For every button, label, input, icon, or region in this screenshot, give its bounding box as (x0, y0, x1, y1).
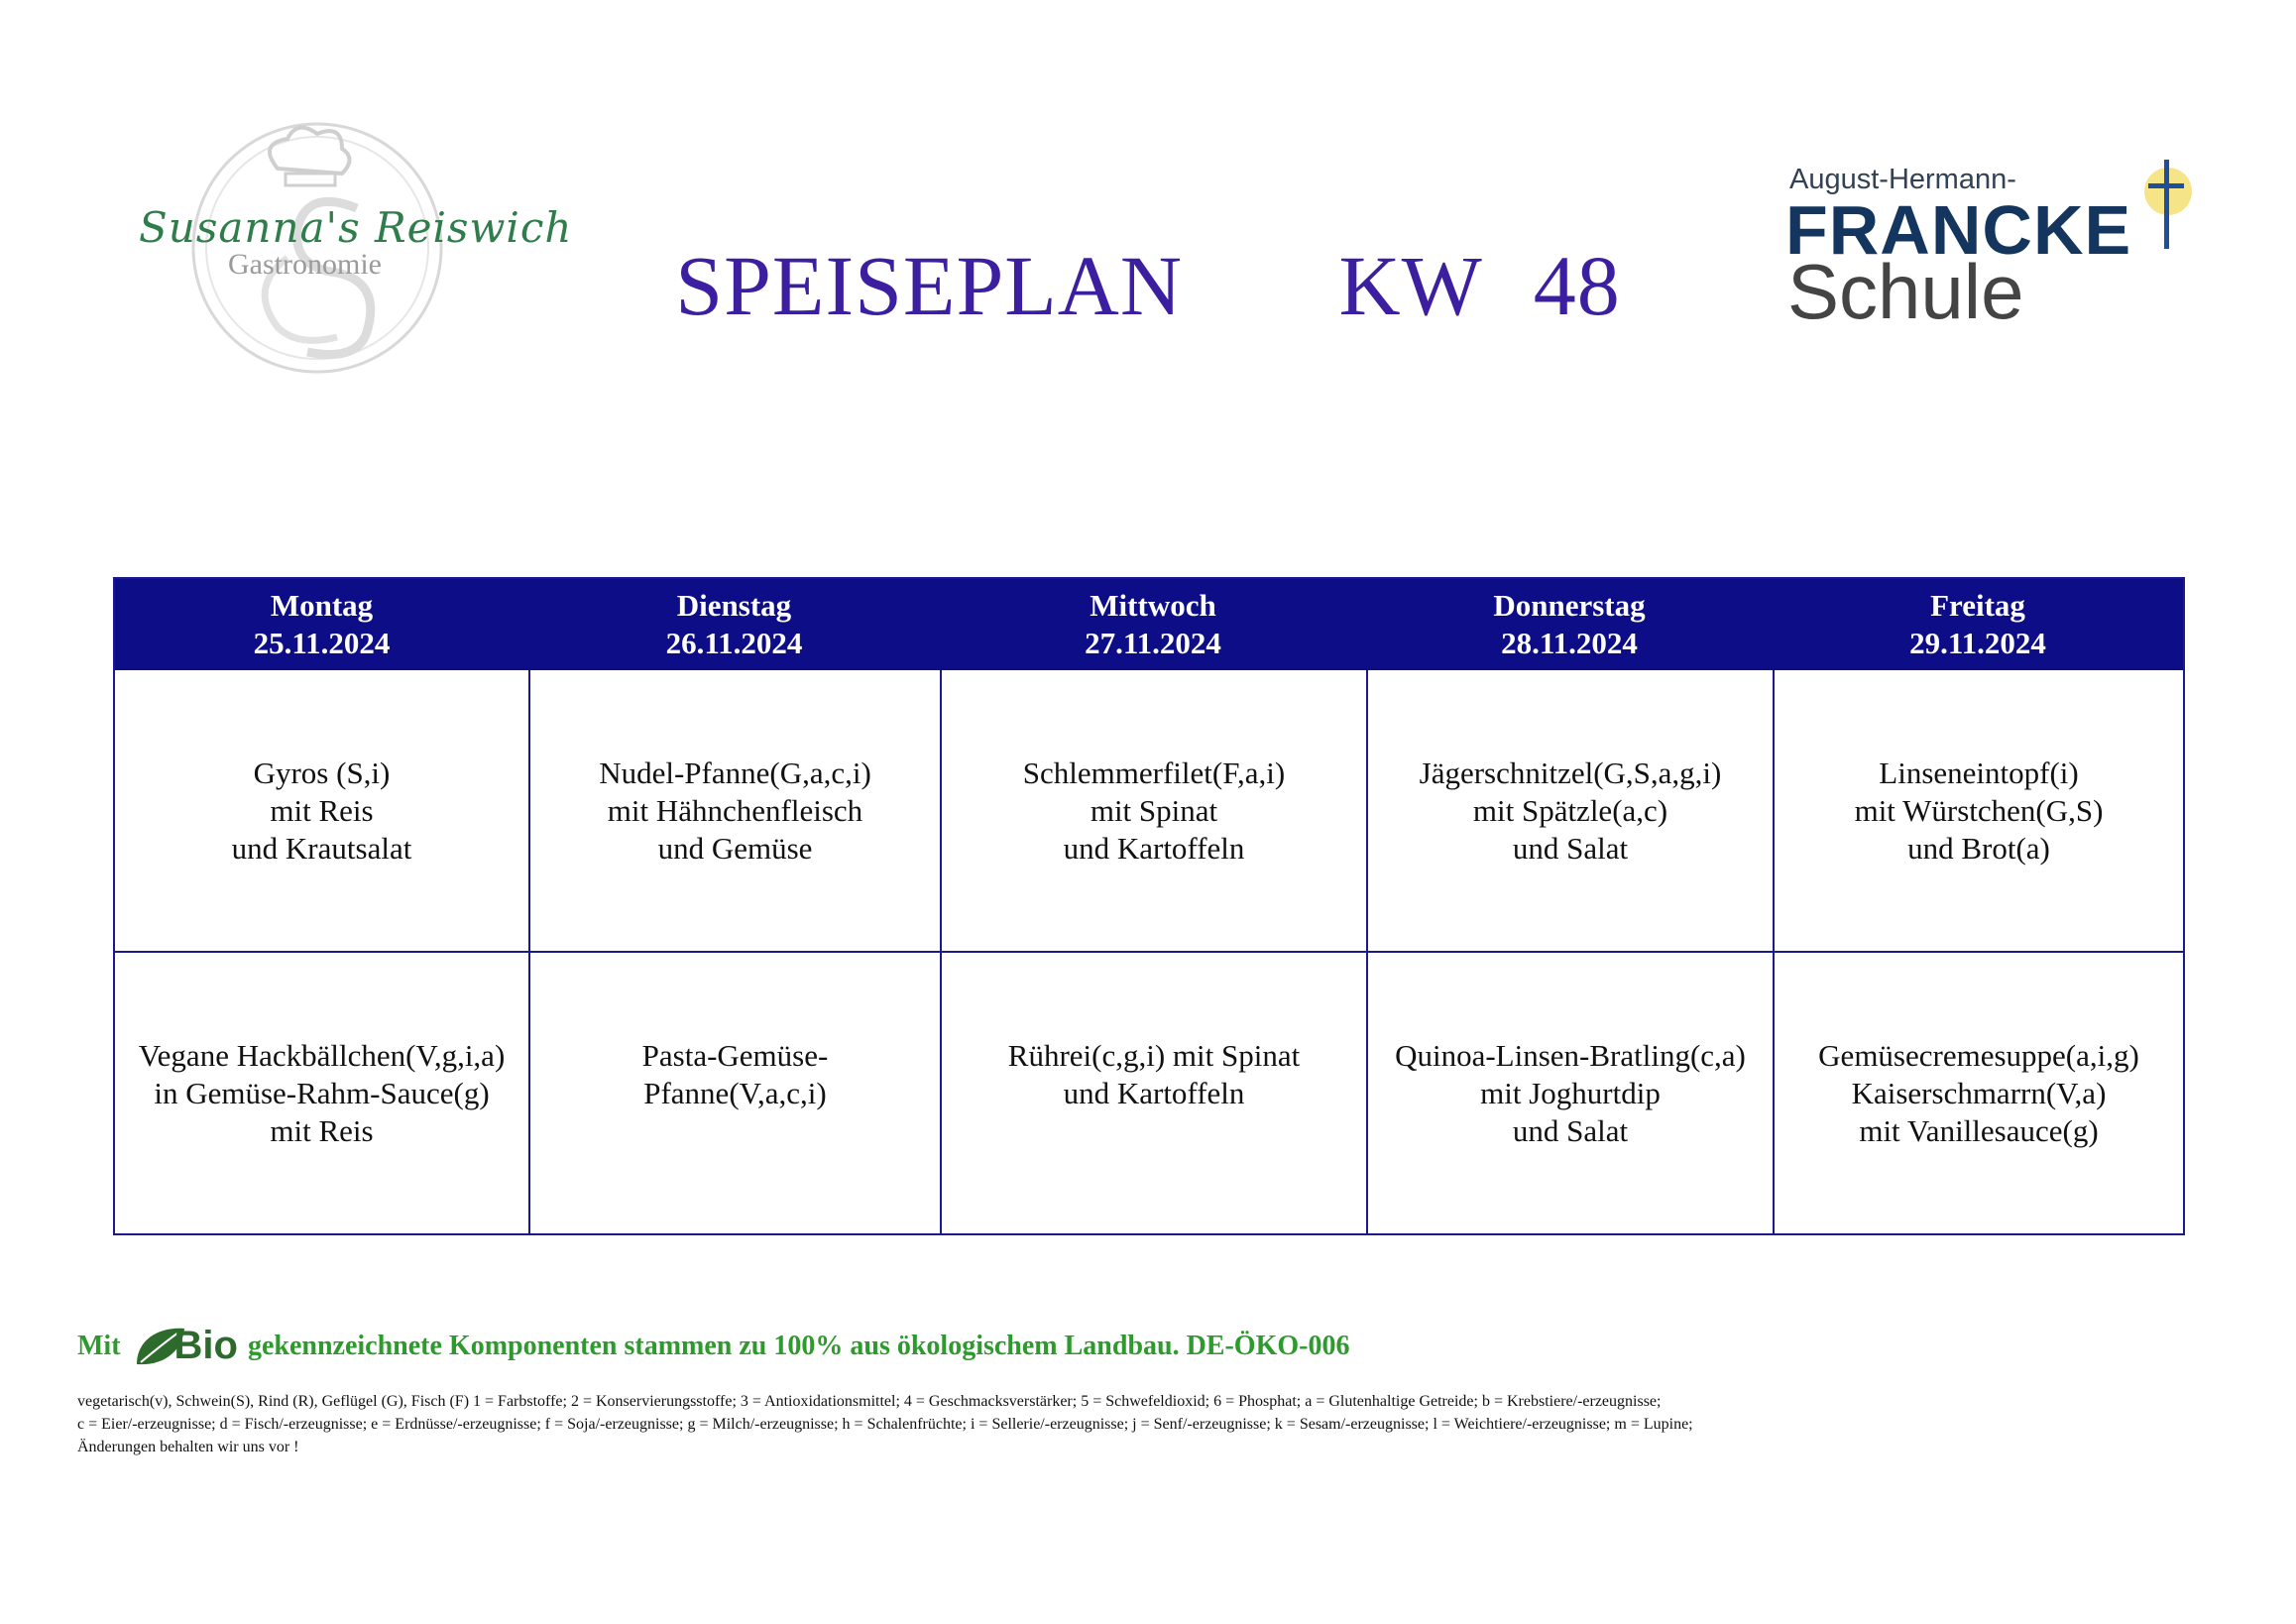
day-name: Montag (270, 588, 374, 623)
school-logo-line3: Schule (1787, 248, 2024, 335)
meal-line: in Gemüse-Rahm-Sauce(g) (154, 1075, 490, 1110)
day-date: 28.11.2024 (1501, 626, 1638, 660)
meal-line: Jägerschnitzel(G,S,a,g,i) (1419, 754, 1722, 790)
meal-line: und Salat (1512, 830, 1629, 866)
school-logo-line2: FRANCKE (1785, 191, 2132, 269)
day-header (115, 579, 528, 670)
day-name: Freitag (1930, 588, 2025, 623)
legend-line: c = Eier/-erzeugnisse; d = Fisch/-erzeugnisse; e = Erdnüsse/-erzeugnisse; f = Soja/-erzeugnisse; g = Milch/-erzeugnisse; h = Schalenfrüchte; i = Sellerie/-erzeugnisse; j = Senf/-erzeugnisse; k = Sesam/-erzeugnisse; l = Weichtiere/-erzeugnisse; m = Lupine; (77, 1416, 1693, 1433)
bio-suffix: gekennzeichnete Komponenten stammen zu 100% aus ökologischem Landbau. DE-ÖKO-006 (247, 1330, 1350, 1361)
meal-line: Rührei(c,g,i) mit Spinat (1007, 1037, 1301, 1073)
menu-header-row (115, 579, 2183, 670)
bio-notice (77, 1324, 1349, 1368)
school-logo-line1: August-Hermann- (1789, 164, 2016, 195)
meal-line: Kaiserschmarrn(V,a) (1851, 1075, 2107, 1110)
bio-logo (133, 1324, 238, 1368)
meal-line: und Kartoffeln (1063, 1075, 1245, 1110)
meal-line: und Kartoffeln (1063, 830, 1245, 866)
meal-line: und Gemüse (657, 830, 813, 866)
legend-line: vegetarisch(v), Schwein(S), Rind (R), Geflügel (G), Fisch (F) 1 = Farbstoffe; 2 = Konservierungsstoffe; 3 = Antioxidationsmittel; 4 = Geschmacksverstärker; 5 = Schwefeldioxid; 6 = Phosphat; a = Glutenhaltige Getreide; b = Krebstiere/-erzeugnisse; (77, 1393, 1662, 1410)
meal-line: mit Spätzle(a,c) (1472, 792, 1668, 828)
allergen-legend (77, 1390, 2239, 1458)
legend-line: Änderungen behalten wir uns vor ! (77, 1439, 299, 1455)
meal-line: und Salat (1512, 1112, 1629, 1148)
school-logo (1785, 154, 2206, 335)
meal-line: Gyros (S,i) (253, 754, 391, 790)
meal-line: mit Vanillesauce(g) (1859, 1112, 2099, 1148)
day-date: 27.11.2024 (1085, 626, 1221, 660)
meal-cell (1773, 670, 2183, 951)
bio-logo-text: Bio (173, 1324, 238, 1367)
meal-line: Pfanne(V,a,c,i) (643, 1075, 827, 1110)
caterer-logo-script: Susanna's Reiswich (139, 203, 573, 252)
day-date: 25.11.2024 (253, 626, 391, 660)
meal-cell (1366, 953, 1773, 1233)
meal-line: und Krautsalat (231, 830, 412, 866)
meal-line: mit Joghurtdip (1480, 1075, 1661, 1110)
meal-line: und Brot(a) (1907, 830, 2050, 866)
day-header (1773, 579, 2183, 670)
meal-line: Pasta-Gemüse- (641, 1037, 829, 1073)
day-name: Dienstag (676, 588, 792, 623)
day-header (940, 579, 1366, 670)
cross-icon (2126, 154, 2206, 263)
page-title: SPEISEPLAN KW 48 (675, 238, 1621, 333)
meal-line: mit Spinat (1090, 792, 1218, 828)
day-header (528, 579, 940, 670)
meal-cell (115, 670, 528, 951)
menu-row-main (115, 670, 2183, 951)
day-header (1366, 579, 1773, 670)
meal-line: Vegane Hackbällchen(V,g,i,a) (138, 1037, 506, 1073)
meal-line: Schlemmerfilet(F,a,i) (1022, 754, 1286, 790)
bio-prefix: Mit (77, 1330, 121, 1361)
caterer-logo-subtitle: Gastronomie (228, 248, 382, 281)
meal-cell (528, 670, 940, 951)
day-date: 26.11.2024 (665, 626, 803, 660)
menu-row-vegetarian (115, 951, 2183, 1233)
meal-line: Nudel-Pfanne(G,a,c,i) (599, 754, 871, 790)
meal-cell (1366, 670, 1773, 951)
meal-cell (1773, 953, 2183, 1233)
meal-line: mit Reis (270, 1112, 374, 1148)
meal-line: Gemüsecremesuppe(a,i,g) (1818, 1037, 2139, 1073)
meal-line: Linseneintopf(i) (1879, 754, 2079, 790)
meal-line: mit Reis (270, 792, 374, 828)
menu-table (113, 577, 2185, 1235)
meal-cell (940, 670, 1366, 951)
day-name: Mittwoch (1090, 588, 1216, 623)
meal-cell (940, 953, 1366, 1233)
meal-line: Quinoa-Linsen-Bratling(c,a) (1395, 1037, 1746, 1073)
meal-cell (115, 953, 528, 1233)
meal-cell (528, 953, 940, 1233)
meal-line: mit Würstchen(G,S) (1854, 792, 2104, 828)
day-date: 29.11.2024 (1909, 626, 2046, 660)
day-name: Donnerstag (1493, 588, 1646, 623)
meal-line: mit Hähnchenfleisch (607, 792, 863, 828)
